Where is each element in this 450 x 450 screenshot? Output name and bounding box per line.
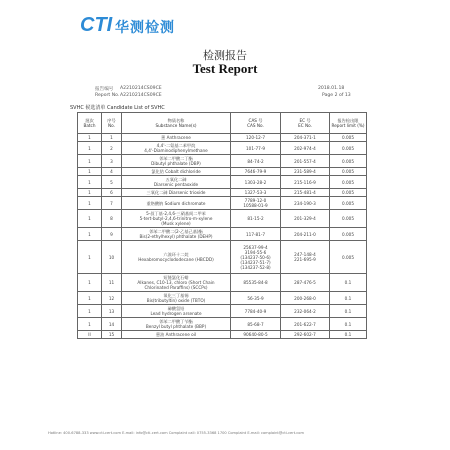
cell-substance-name	[122, 176, 231, 189]
cell-report-limit: 0.005	[330, 176, 367, 189]
report-title-english: Test Report	[192, 61, 258, 76]
cell-substance-name-line: Alkanes, C10-13, chloro (Short Chain	[137, 280, 215, 285]
cell-substance-name	[122, 305, 231, 318]
cell-ec-number	[281, 155, 330, 168]
report-number-cn: A2210214CS09CE	[120, 86, 162, 91]
cell-ec-number	[281, 189, 330, 197]
cell-substance-name-line: Benzyl butyl phthalate (BBP)	[145, 324, 207, 329]
cell-substance-name-line: Chlorinated Paraffins) (SCCPs)	[144, 285, 208, 290]
cell-cas-number	[231, 189, 281, 197]
cell-substance-name-line: 重铬酸钠 Sodium dichromate	[146, 200, 206, 206]
cell-substance-name	[122, 241, 231, 274]
header-report-limit: 报告检出限 Report limit (%)	[330, 113, 367, 134]
cell-substance-name-line: (Musk xylene)	[161, 221, 191, 226]
cell-ec-number-line: 204-211-0	[294, 231, 316, 237]
table-row	[78, 142, 367, 155]
cell-substance-name	[122, 155, 231, 168]
cell-substance-name-line: Dibutyl phthalate (DBP)	[151, 161, 201, 166]
cell-substance-name-line: 三氧化二砷 Diarsenic trioxide	[146, 190, 206, 195]
cell-cas-number	[231, 176, 281, 189]
cell-ec-number-line: 200-268-0	[294, 295, 316, 301]
cell-ec-number-line: 215-481-4	[294, 190, 316, 195]
cell-substance-name	[122, 274, 231, 292]
cell-ec-number-line: 201-557-4	[294, 158, 316, 164]
cell-cas-number-line: 84-74-2	[247, 158, 264, 164]
cell-substance-name-line: Lead hydrogen arsenate	[150, 311, 202, 316]
table-row	[78, 189, 367, 197]
cell-batch: 1	[78, 197, 102, 210]
cell-substance-name	[122, 210, 231, 228]
report-title-chinese: 检测报告	[203, 49, 247, 62]
table-row	[78, 197, 367, 210]
cell-substance-name	[122, 331, 231, 339]
cell-report-limit: 0.1	[330, 292, 367, 305]
cell-cas-number-line: 3194-55-6	[244, 249, 267, 255]
cell-cas-number	[231, 305, 281, 318]
cell-cas-number	[231, 134, 281, 142]
cell-cas-number-line: 10588-01-9	[243, 203, 268, 208]
table-row	[78, 210, 367, 228]
cell-batch: 1	[78, 189, 102, 197]
table-row	[78, 318, 367, 331]
cti-logo	[80, 14, 190, 38]
cell-no: 6	[102, 189, 122, 197]
cell-batch: 1	[78, 292, 102, 305]
cell-report-limit: 0.1	[330, 274, 367, 292]
header-no: 序号 No.	[102, 113, 122, 134]
cell-substance-name	[122, 168, 231, 176]
cell-no: 5	[102, 176, 122, 189]
cell-no: 9	[102, 228, 122, 241]
page-number: Page 2 of 13	[322, 93, 351, 98]
cell-cas-number	[231, 197, 281, 210]
cell-ec-number-line: 234-190-3	[294, 200, 316, 206]
cell-ec-number	[281, 168, 330, 176]
table-row	[78, 168, 367, 176]
header-substance: 物质名称 Substance Name(s)	[122, 113, 231, 134]
cell-no: 8	[102, 210, 122, 228]
svhc-table	[77, 112, 367, 339]
table-row	[78, 241, 367, 274]
cell-batch: 1	[78, 318, 102, 331]
cell-ec-number	[281, 176, 330, 189]
cell-substance-name-line: Bis(2-ethylhexyl) phthalate (DEHP)	[139, 234, 213, 239]
cell-report-limit: 0.005	[330, 210, 367, 228]
cell-cas-number	[231, 168, 281, 176]
cell-batch: 1	[78, 176, 102, 189]
table-row	[78, 292, 367, 305]
cell-cas-number-line: 7784-40-9	[244, 308, 267, 314]
cell-report-limit: 0.005	[330, 134, 367, 142]
cell-cas-number	[231, 318, 281, 331]
cell-batch: 1	[78, 155, 102, 168]
cell-ec-number-line: 292-602-7	[294, 332, 316, 337]
cell-ec-number-line: 221-695-9	[294, 257, 316, 262]
cell-cas-number	[231, 331, 281, 339]
cell-substance-name-line: 5-tert-butyl-2,4,6-trinitro-m-xylene	[139, 216, 213, 221]
svhc-heading: SVHC 候选清单 Candidate List of SVHC	[70, 105, 165, 111]
cell-ec-number-line: 215-116-9	[294, 179, 316, 185]
cell-report-limit: 0.005	[330, 197, 367, 210]
cell-batch: 1	[78, 210, 102, 228]
cell-cas-number-line: 120-12-7	[245, 135, 265, 140]
table-row	[78, 155, 367, 168]
cell-no: 1	[102, 134, 122, 142]
cell-ec-number-line: 287-476-5	[294, 280, 316, 285]
cell-cas-number-line: 1303-28-2	[244, 179, 267, 185]
cell-ec-number	[281, 305, 330, 318]
cell-report-limit: 0.005	[330, 241, 367, 274]
cell-ec-number	[281, 292, 330, 305]
cell-substance-name	[122, 318, 231, 331]
cell-cas-number	[231, 292, 281, 305]
cell-substance-name-line: 五氧化二砷	[165, 177, 187, 182]
table-header-row	[78, 113, 367, 134]
cell-substance-name-line: 4,4'-二氨基二苯甲烷	[156, 143, 196, 148]
cell-cas-number-line: (134237-50-6)	[240, 254, 271, 260]
logo-brand: CTI	[80, 14, 113, 36]
cell-no: 14	[102, 318, 122, 331]
cell-cas-number-line: (134237-52-8)	[240, 264, 271, 270]
cell-no: 10	[102, 241, 122, 274]
table-row	[78, 331, 367, 339]
cell-substance-name	[122, 134, 231, 142]
cell-ec-number	[281, 210, 330, 228]
cell-substance-name-line: 六溴环十二烷	[163, 252, 189, 257]
cell-cas-number-line: 25637-99-4	[243, 244, 268, 250]
cell-cas-number	[231, 228, 281, 241]
cell-ec-number-line: 202-974-4	[294, 145, 316, 151]
cell-ec-number-line: 231-589-4	[294, 169, 316, 174]
cell-substance-name-line: 5-叔丁基-2,4,6-三硝基间二甲苯	[146, 211, 206, 216]
cell-ec-number	[281, 318, 330, 331]
table-row	[78, 228, 367, 241]
cell-ec-number	[281, 228, 330, 241]
cell-ec-number-line: 247-148-4	[294, 252, 316, 257]
cell-batch: 1	[78, 274, 102, 292]
cell-cas-number-line: (134237-51-7)	[240, 259, 271, 265]
cell-cas-number-line: 90640-80-5	[243, 332, 268, 337]
report-number-label-en: Report No.	[95, 93, 120, 98]
cell-substance-name	[122, 142, 231, 155]
cell-cas-number-line: 101-77-9	[245, 145, 265, 151]
cell-cas-number-line: 7789-12-0	[244, 198, 267, 203]
cell-substance-name-line: 氧化三丁基锡	[163, 293, 189, 298]
cell-ec-number	[281, 274, 330, 292]
cell-substance-name	[122, 197, 231, 210]
cell-ec-number	[281, 241, 330, 274]
cell-cas-number	[231, 210, 281, 228]
cell-substance-name-line: 邻苯二甲酸丁苄酯	[159, 319, 193, 324]
cell-batch: 1	[78, 241, 102, 274]
cell-cas-number-line: 7646-79-9	[244, 169, 267, 174]
cell-no: 11	[102, 274, 122, 292]
cell-substance-name	[122, 228, 231, 241]
cell-report-limit: 0.005	[330, 155, 367, 168]
table-row	[78, 176, 367, 189]
table-row	[78, 305, 367, 318]
cell-report-limit: 0.005	[330, 168, 367, 176]
cell-cas-number	[231, 142, 281, 155]
cell-cas-number	[231, 241, 281, 274]
cell-ec-number	[281, 197, 330, 210]
cell-cas-number-line: 1327-53-3	[244, 190, 267, 195]
cell-substance-name-line: 氯化钴 Cobalt dichloride	[151, 169, 201, 174]
page-footer: Hotline: 400-6788-333 www.cti-cert.com E-mail: info@cti-cert.com Complaint call: 0755-3368 1700 Complaint E-mail: complaint@cti-cert.com	[48, 431, 304, 435]
cell-batch: 1	[78, 305, 102, 318]
cell-no: 4	[102, 168, 122, 176]
cell-substance-name-line: 邻苯二甲酸二(2-乙基己基)酯	[149, 229, 203, 234]
cell-report-limit: 0.005	[330, 189, 367, 197]
cell-substance-name-line: Hexabromocyclododecane (HBCDD)	[138, 257, 214, 262]
cell-substance-name-line: 邻苯二甲酸二丁酯	[159, 156, 193, 161]
cell-ec-number-line: 201-329-4	[294, 216, 316, 221]
cell-batch: 1	[78, 142, 102, 155]
cell-substance-name-line: Bis(tributyltin) oxide (TBTO)	[146, 298, 206, 303]
cell-substance-name	[122, 292, 231, 305]
cell-substance-name	[122, 189, 231, 197]
cell-ec-number-line: 201-622-7	[294, 321, 316, 327]
cell-ec-number	[281, 134, 330, 142]
cell-ec-number-line: 204-371-1	[294, 135, 316, 140]
cell-no: 12	[102, 292, 122, 305]
cell-batch: 1	[78, 228, 102, 241]
cell-cas-number-line: 81-15-2	[247, 216, 264, 221]
logo-chinese: 华测检测	[115, 20, 175, 36]
cell-batch: 1	[78, 168, 102, 176]
cell-cas-number-line: 117-81-7	[245, 231, 265, 237]
cell-report-limit: 0.005	[330, 228, 367, 241]
cell-no: 3	[102, 155, 122, 168]
table-row	[78, 134, 367, 142]
cell-no: 2	[102, 142, 122, 155]
cell-ec-number-line: 232-064-2	[294, 308, 316, 314]
cell-report-limit: 0.1	[330, 331, 367, 339]
cell-report-limit: 0.1	[330, 318, 367, 331]
cell-substance-name-line: 蒽油 Anthracene oil	[155, 332, 197, 337]
cell-cas-number	[231, 274, 281, 292]
cell-no: 7	[102, 197, 122, 210]
cell-batch: 1	[78, 134, 102, 142]
cell-substance-name-line: 砷酸氢铅	[167, 306, 185, 311]
cell-cas-number-line: 85535-84-8	[243, 280, 268, 285]
cell-substance-name-line: 短链氯化石蜡	[163, 275, 189, 280]
header-ec: EC 号 EC No.	[281, 113, 330, 134]
cell-no: 15	[102, 331, 122, 339]
report-number-label-cn: 报告编号	[95, 87, 114, 92]
cell-cas-number	[231, 155, 281, 168]
cell-cas-number-line: 85-68-7	[247, 321, 264, 327]
cell-report-limit: 0.1	[330, 305, 367, 318]
cell-cas-number-line: 56-35-9	[247, 295, 264, 301]
header-cas: CAS 号 CAS No.	[231, 113, 281, 134]
cell-no: 13	[102, 305, 122, 318]
cell-report-limit: 0.005	[330, 142, 367, 155]
cell-substance-name-line: Diarsenic pentaoxide	[153, 182, 199, 187]
cell-ec-number	[281, 142, 330, 155]
header-batch: 批次 Batch	[78, 113, 102, 134]
cell-substance-name-line: 蒽 Anthracene	[161, 135, 191, 140]
cell-batch: II	[78, 331, 102, 339]
cell-substance-name-line: 4,4'-Diaminodiphenylmethane	[144, 148, 208, 153]
cell-ec-number	[281, 331, 330, 339]
report-number-en: A2210214CS09CE	[120, 93, 162, 98]
report-date: 2018.01.18	[318, 86, 345, 91]
table-row	[78, 274, 367, 292]
